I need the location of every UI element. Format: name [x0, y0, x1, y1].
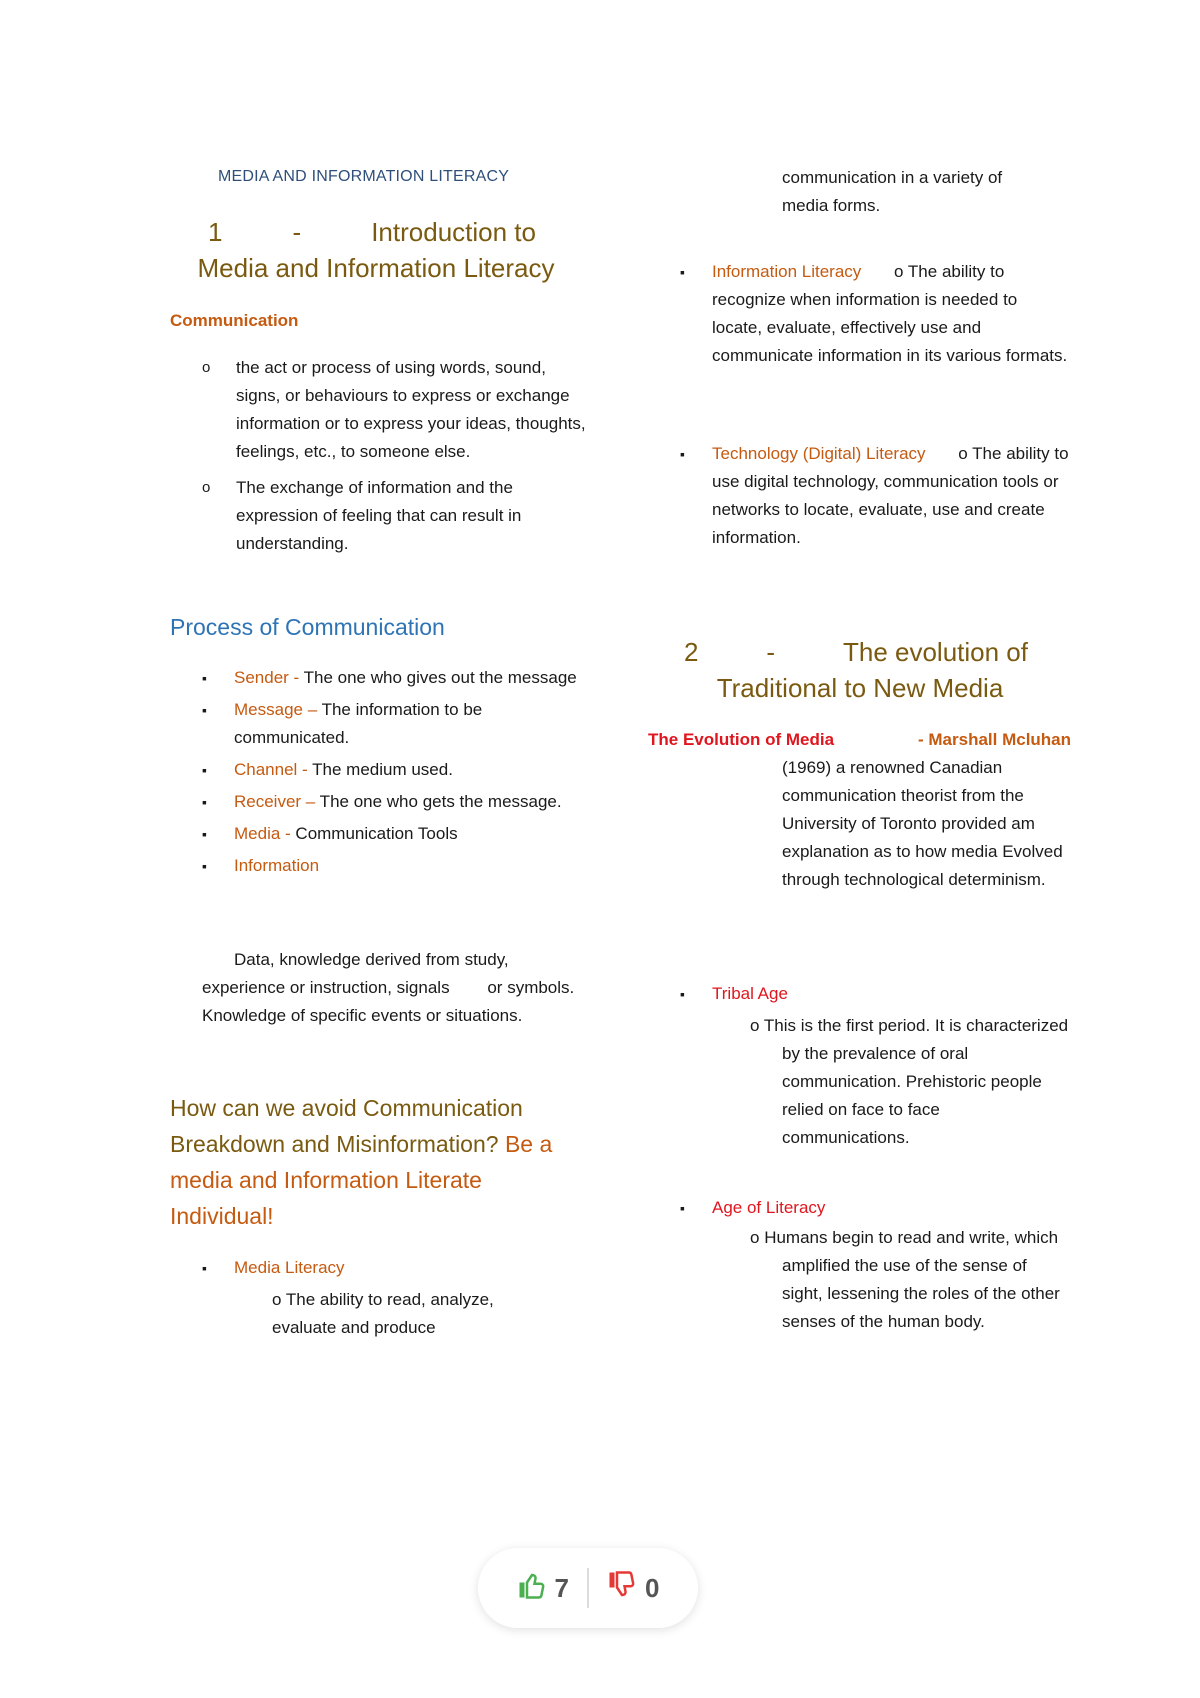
- list-item: ▪ Message – The information to be communicated.: [170, 696, 590, 752]
- square-bullet-icon: ▪: [202, 702, 207, 718]
- square-bullet-icon: ▪: [202, 1260, 207, 1276]
- square-bullet-icon: ▪: [680, 986, 685, 1002]
- communication-definitions: [170, 354, 590, 566]
- circle-bullet-icon: o: [272, 1290, 282, 1309]
- section-2-dash: -: [766, 637, 776, 667]
- upvote-button[interactable]: [517, 1570, 569, 1607]
- square-bullet-icon: ▪: [680, 446, 685, 462]
- list-item: ▪ Channel - The medium used.: [170, 756, 590, 784]
- list-item: ▪ Receiver – The one who gets the message.: [170, 788, 590, 816]
- list-item: ▪ Information: [170, 852, 590, 880]
- section-2-title-line2: Traditional to New Media: [716, 673, 1004, 703]
- square-bullet-icon: ▪: [202, 858, 207, 874]
- information-definition: Data, knowledge derived from study, experience or instruction, signals or symbols. Knowledge of specific events or situations.: [202, 950, 579, 1025]
- square-bullet-icon: ▪: [202, 794, 207, 810]
- document-title: MEDIA AND INFORMATION LITERACY: [218, 168, 510, 185]
- communication-heading: Communication: [170, 311, 299, 330]
- media-literacy-item: [170, 1254, 590, 1286]
- section-1-dash: -: [292, 217, 302, 247]
- list-item: o The exchange of information and the expression of feeling that can result in understanding.: [170, 474, 590, 558]
- evolution-term: The Evolution of Media: [648, 730, 835, 749]
- process-heading: Process of Communication: [170, 614, 445, 640]
- square-bullet-icon: ▪: [680, 264, 685, 280]
- upvote-count: 7: [554, 1572, 569, 1603]
- thumbs-up-icon: [517, 1570, 547, 1607]
- tribal-age-item: ▪ Tribal Age: [680, 980, 1070, 1008]
- information-literacy-item: ▪ Information Literacy o The ability to recognize when information is needed to locate, evaluate, effectively use and communicate information in its various formats.: [680, 258, 1070, 370]
- list-item: ▪ Sender - The one who gives out the message: [170, 664, 590, 692]
- section-2-heading: [680, 634, 1040, 706]
- downvote-button[interactable]: [607, 1570, 659, 1607]
- square-bullet-icon: ▪: [680, 1200, 685, 1216]
- vote-bar: [478, 1548, 698, 1628]
- circle-bullet-icon: o: [894, 262, 904, 281]
- process-list: [170, 664, 590, 884]
- section-1-number: 1: [208, 217, 223, 247]
- thumbs-down-icon: [607, 1570, 637, 1607]
- circle-bullet-icon: o: [750, 1016, 760, 1035]
- media-literacy-definition: o The ability to read, analyze, evaluate and produce: [272, 1290, 494, 1337]
- continuation-text: communication in a variety of media forms.: [782, 168, 1003, 215]
- list-item: o the act or process of using words, sound, signs, or behaviours to express or exchange information or to express your ideas, thoughts, feelings, etc., to someone else.: [170, 354, 590, 466]
- section-2-number: 2: [684, 637, 699, 667]
- mcluhan-name: - Marshall Mcluhan: [918, 730, 1072, 749]
- circle-bullet-icon: o: [958, 444, 968, 463]
- circle-bullet-icon: o: [750, 1228, 760, 1247]
- tribal-age-definition: o This is the first period. It is characterized by the prevalence of oral communication. Prehistoric people relied on face to face communications.: [750, 1016, 1069, 1147]
- evolution-description: - Marshall Mcluhan (1969) a renowned Canadian communication theorist from the University of Toronto provided am explanation as to how media Evolved through technological determinism.: [782, 730, 1072, 889]
- section-1-heading: [176, 214, 576, 286]
- square-bullet-icon: ▪: [202, 670, 207, 686]
- section-1-title-line1: Introduction to: [371, 217, 536, 247]
- vote-divider: [587, 1568, 589, 1608]
- technology-literacy-item: ▪ Technology (Digital) Literacy o The ability to use digital technology, communication tools or networks to locate, evaluate, use and create information.: [680, 440, 1070, 552]
- section-2-title-line1: The evolution of: [842, 637, 1028, 667]
- square-bullet-icon: ▪: [202, 762, 207, 778]
- age-of-literacy-definition: o Humans begin to read and write, which amplified the use of the sense of sight, lessening the roles of the other senses of the human body.: [750, 1228, 1060, 1331]
- breakdown-question: How can we avoid Communication Breakdown and Misinformation? Be a media and Information Literate Individual!: [170, 1095, 553, 1229]
- downvote-count: 0: [645, 1572, 660, 1603]
- circle-bullet-icon: o: [202, 479, 211, 496]
- section-1-title-line2: Media and Information Literacy: [197, 253, 555, 283]
- square-bullet-icon: ▪: [202, 826, 207, 842]
- list-item: ▪ Media - Communication Tools: [170, 820, 590, 848]
- circle-bullet-icon: o: [202, 359, 211, 376]
- list-item: ▪ Media Literacy: [170, 1254, 590, 1282]
- age-of-literacy-item: ▪ Age of Literacy: [680, 1194, 1070, 1222]
